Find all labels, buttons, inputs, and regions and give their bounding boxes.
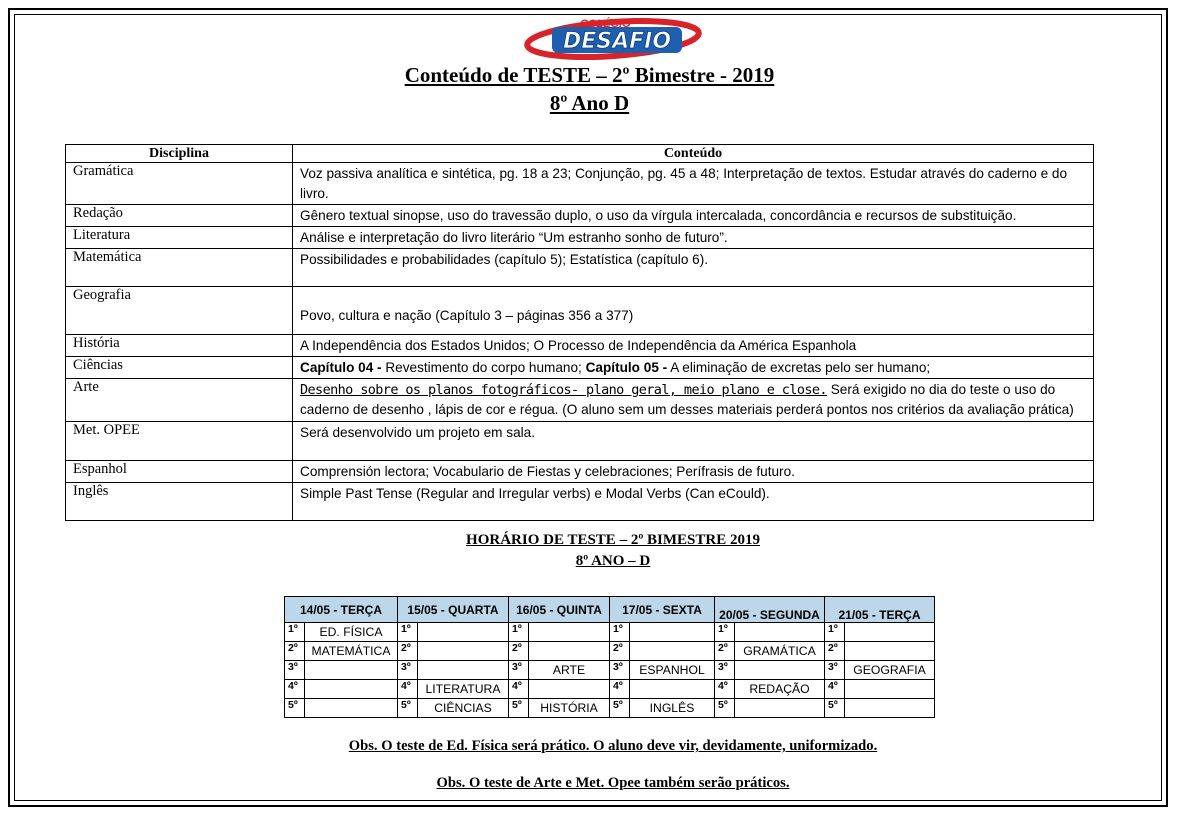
schedule-cell xyxy=(845,699,935,718)
period-label: 3º xyxy=(610,661,630,680)
table-row xyxy=(66,422,1094,461)
period-label: 2º xyxy=(610,642,630,661)
content-cell: A Independência dos Estados Unidos; O Processo de Independência da América Espanhola xyxy=(293,335,1094,357)
table-row xyxy=(66,461,1094,483)
schedule-title: HORÁRIO DE TESTE – 2º BIMESTRE 2019 xyxy=(466,532,760,548)
schedule-row xyxy=(285,642,935,661)
table-row xyxy=(66,287,1094,335)
period-label: 1º xyxy=(398,623,418,642)
schedule-row xyxy=(285,623,935,642)
school-logo xyxy=(520,12,706,62)
discipline-cell: Gramática xyxy=(66,163,293,205)
table-row xyxy=(66,205,1094,227)
period-label: 1º xyxy=(715,623,735,642)
day-header: 14/05 - TERÇA xyxy=(285,597,398,623)
schedule-table xyxy=(284,596,935,718)
discipline-cell: Matemática xyxy=(66,249,293,287)
content-header-row xyxy=(66,145,1094,163)
chapter-label: Capítulo 04 - xyxy=(300,360,382,375)
schedule-cell xyxy=(305,699,398,718)
content-table xyxy=(65,144,1094,521)
content-cell: Gênero textual sinopse, uso do travessão duplo, o uso da vírgula intercalada, concordância e recursos de substituição. xyxy=(293,205,1094,227)
schedule-cell xyxy=(305,661,398,680)
schedule-cell xyxy=(630,680,715,699)
day-header: 20/05 - SEGUNDA xyxy=(715,597,825,623)
period-label: 1º xyxy=(825,623,845,642)
period-label: 4º xyxy=(825,680,845,699)
period-label: 3º xyxy=(509,661,529,680)
day-header: 16/05 - QUINTA xyxy=(509,597,610,623)
table-row xyxy=(66,483,1094,521)
col-disciplina: Disciplina xyxy=(66,145,293,163)
arte-topic: Desenho sobre os planos fotográficos- plano geral, meio plano e close. xyxy=(300,382,827,398)
schedule-cell xyxy=(305,680,398,699)
schedule-cell xyxy=(418,623,509,642)
content-cell: Possibilidades e probabilidades (capítulo 5); Estatística (capítulo 6). xyxy=(293,249,1094,287)
schedule-cell: CIÊNCIAS xyxy=(418,699,509,718)
schedule-cell xyxy=(735,623,825,642)
col-conteudo: Conteúdo xyxy=(293,145,1094,163)
period-label: 3º xyxy=(398,661,418,680)
period-label: 2º xyxy=(715,642,735,661)
table-row xyxy=(66,357,1094,379)
logo-main-text: DESAFIO xyxy=(562,29,672,54)
table-row xyxy=(66,163,1094,205)
period-label: 2º xyxy=(398,642,418,661)
table-row xyxy=(66,335,1094,357)
schedule-cell: INGLÊS xyxy=(630,699,715,718)
discipline-cell: Inglês xyxy=(66,483,293,521)
period-label: 5º xyxy=(509,699,529,718)
period-label: 5º xyxy=(285,699,305,718)
period-label: 5º xyxy=(610,699,630,718)
schedule-cell xyxy=(630,642,715,661)
discipline-cell: Espanhol xyxy=(66,461,293,483)
schedule-subtitle: 8º ANO – D xyxy=(575,553,651,569)
period-label: 4º xyxy=(610,680,630,699)
note-physical-education: Obs. O teste de Ed. Física será prático. O aluno deve vir, devidamente, uniformizado. xyxy=(348,738,878,754)
period-label: 2º xyxy=(825,642,845,661)
day-header: 15/05 - QUARTA xyxy=(398,597,509,623)
period-label: 3º xyxy=(715,661,735,680)
schedule-cell xyxy=(529,623,610,642)
table-row xyxy=(66,249,1094,287)
note-art-opee: Obs. O teste de Arte e Met. Opee também serão práticos. xyxy=(436,775,790,791)
chapter-text: Revestimento do corpo humano; xyxy=(381,360,586,375)
schedule-row xyxy=(285,661,935,680)
arte-text: Será exigido no dia do teste o uso do caderno de desenho , lápis de cor e régua. (O aluno sem um desses materiais perderá pontos nos critérios da avaliação prática) xyxy=(300,382,1074,417)
schedule-cell xyxy=(845,642,935,661)
schedule-cell xyxy=(529,642,610,661)
schedule-cell xyxy=(630,623,715,642)
schedule-cell: ED. FÍSICA xyxy=(305,623,398,642)
schedule-cell: REDAÇÃO xyxy=(735,680,825,699)
period-label: 2º xyxy=(509,642,529,661)
period-label: 3º xyxy=(825,661,845,680)
schedule-cell xyxy=(735,661,825,680)
class-title: 8º Ano D xyxy=(549,91,630,115)
discipline-cell: Met. OPEE xyxy=(66,422,293,461)
schedule-cell: HISTÓRIA xyxy=(529,699,610,718)
period-label: 3º xyxy=(285,661,305,680)
period-label: 5º xyxy=(398,699,418,718)
schedule-cell: ESPANHOL xyxy=(630,661,715,680)
content-cell: Simple Past Tense (Regular and Irregular verbs) e Modal Verbs (Can eCould). xyxy=(293,483,1094,521)
schedule-row xyxy=(285,680,935,699)
content-cell xyxy=(293,357,1094,379)
discipline-cell: Redação xyxy=(66,205,293,227)
schedule-row xyxy=(285,699,935,718)
schedule-cell xyxy=(845,680,935,699)
content-cell: Voz passiva analítica e sintética, pg. 18 a 23; Conjunção, pg. 45 a 48; Interpretação de textos. Estudar através do caderno e do livro. xyxy=(293,163,1094,205)
discipline-cell: Geografia xyxy=(66,287,293,335)
schedule-header-row xyxy=(285,597,935,623)
schedule-cell xyxy=(845,623,935,642)
period-label: 1º xyxy=(285,623,305,642)
discipline-cell: História xyxy=(66,335,293,357)
chapter-label: Capítulo 05 - xyxy=(585,360,668,375)
chapter-text: A eliminação de excretas pelo ser humano; xyxy=(667,360,931,375)
schedule-cell: MATEMÁTICA xyxy=(305,642,398,661)
day-header: 17/05 - SEXTA xyxy=(610,597,715,623)
period-label: 2º xyxy=(285,642,305,661)
discipline-cell: Literatura xyxy=(66,227,293,249)
content-cell xyxy=(293,379,1094,422)
content-cell: Povo, cultura e nação (Capítulo 3 – páginas 356 a 377) xyxy=(293,287,1094,335)
table-row xyxy=(66,379,1094,422)
schedule-cell: ARTE xyxy=(529,661,610,680)
content-cell: Comprensión lectora; Vocabulario de Fiestas y celebraciones; Perífrasis de futuro. xyxy=(293,461,1094,483)
schedule-cell: GRAMÁTICA xyxy=(735,642,825,661)
day-header: 21/05 - TERÇA xyxy=(825,597,935,623)
discipline-cell: Ciências xyxy=(66,357,293,379)
schedule-cell: GEOGRAFIA xyxy=(845,661,935,680)
schedule-cell xyxy=(418,642,509,661)
period-label: 1º xyxy=(509,623,529,642)
schedule-cell xyxy=(735,699,825,718)
period-label: 4º xyxy=(285,680,305,699)
period-label: 4º xyxy=(398,680,418,699)
schedule-cell xyxy=(529,680,610,699)
content-cell: Será desenvolvido um projeto em sala. xyxy=(293,422,1094,461)
discipline-cell: Arte xyxy=(66,379,293,422)
schedule-cell xyxy=(418,661,509,680)
period-label: 4º xyxy=(715,680,735,699)
schedule-cell: LITERATURA xyxy=(418,680,509,699)
table-row xyxy=(66,227,1094,249)
logo-top-text: COLÉGIO xyxy=(580,18,631,30)
page-title: Conteúdo de TESTE – 2º Bimestre - 2019 xyxy=(404,63,775,87)
period-label: 5º xyxy=(715,699,735,718)
period-label: 1º xyxy=(610,623,630,642)
period-label: 5º xyxy=(825,699,845,718)
period-label: 4º xyxy=(509,680,529,699)
content-cell: Análise e interpretação do livro literário “Um estranho sonho de futuro”. xyxy=(293,227,1094,249)
